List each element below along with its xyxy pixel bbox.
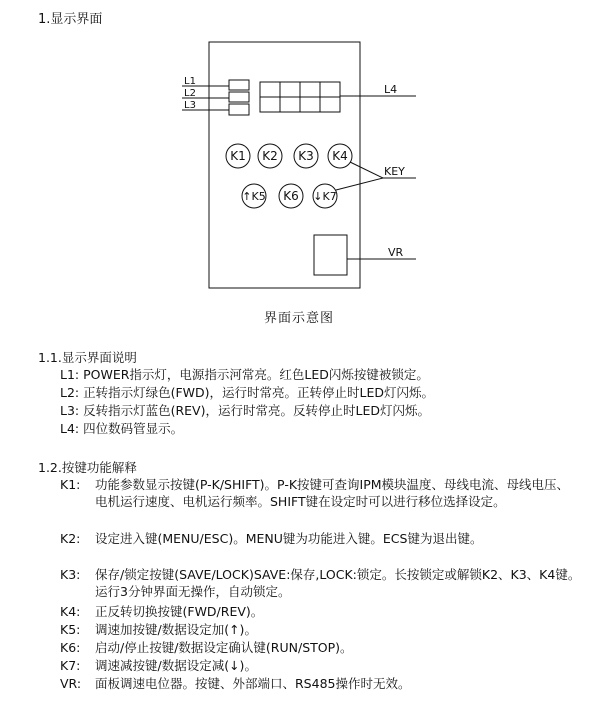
- key-k1-label: K1: [230, 149, 246, 163]
- key-k4-label: K4: [332, 149, 348, 163]
- section-heading-display: 1.显示界面: [38, 12, 103, 27]
- key-desc-label-k7: K7:: [60, 658, 81, 673]
- digit-1-top: [260, 82, 280, 97]
- digit-3-top: [300, 82, 320, 97]
- key-desc-text-k7: 调速减按键/数据设定减(↓)。: [95, 658, 257, 673]
- key-desc-label-k4: K4:: [60, 604, 81, 619]
- key-k2-label: K2: [262, 149, 278, 163]
- digit-1-bottom: [260, 97, 280, 112]
- led-l3: [229, 104, 249, 115]
- digit-4-bottom: [320, 97, 340, 112]
- panel-diagram: [0, 0, 598, 300]
- key-desc-text-k4: 正反转切换按键(FWD/REV)。: [95, 604, 264, 619]
- led-l2: [229, 92, 249, 102]
- diagram-caption: 界面示意图: [263, 311, 334, 326]
- label-l1: L1: [184, 76, 196, 87]
- label-l4: L4: [384, 83, 398, 96]
- label-vr: VR: [388, 246, 404, 259]
- led-l1: [229, 80, 249, 90]
- digit-4-top: [320, 82, 340, 97]
- desc-line-l4: L4: 四位数码管显示。: [60, 421, 184, 436]
- digit-2-top: [280, 82, 300, 97]
- label-key: KEY: [384, 165, 405, 178]
- key-desc-label-k1: K1:: [60, 477, 81, 492]
- label-l2: L2: [184, 88, 196, 99]
- key-k7-label: ↓K7: [313, 190, 337, 203]
- digit-2-bottom: [280, 97, 300, 112]
- key-k6-label: K6: [283, 189, 299, 203]
- key-desc-label-vr: VR:: [60, 676, 82, 691]
- key-desc-label-k3: K3:: [60, 567, 81, 582]
- section-title-keys: 1.2.按键功能解释: [38, 460, 137, 475]
- key-k3-label: K3: [298, 149, 314, 163]
- desc-line-l1: L1: POWER指示灯，电源指示河常亮。红色LED闪烁按键被锁定。: [60, 367, 429, 382]
- vr-potentiometer: [314, 235, 347, 275]
- key-desc-text-k2: 设定进入键(MENU/ESC)。MENU键为功能进入键。ECS键为退出键。: [95, 531, 483, 546]
- desc-line-l3: L3: 反转指示灯蓝色(REV)，运行时常亮。反转停止时LED灯闪烁。: [60, 403, 430, 418]
- panel-outline: [209, 42, 360, 288]
- key-k5-label: ↑K5: [242, 190, 266, 203]
- key-desc-text-k3: 保存/锁定按键(SAVE/LOCK)SAVE:保存,LOCK:锁定。长按锁定或解锁K2、K3、K4键。运行3分钟界面无操作，自动锁定。: [95, 567, 581, 599]
- key-desc-text-k6: 启动/停止按键/数据设定确认键(RUN/STOP)。: [95, 640, 353, 655]
- key-desc-text-vr: 面板调速电位器。按键、外部端口、RS485操作时无效。: [95, 676, 411, 691]
- key-desc-label-k2: K2:: [60, 531, 81, 546]
- key-desc-label-k6: K6:: [60, 640, 81, 655]
- key-desc-text-k5: 调速加按键/数据设定加(↑)。: [95, 622, 257, 637]
- key-desc-label-k5: K5:: [60, 622, 81, 637]
- digit-3-bottom: [300, 97, 320, 112]
- section-title-display-desc: 1.1.显示界面说明: [38, 350, 137, 365]
- label-l3: L3: [184, 100, 196, 111]
- key-desc-text-k1: 功能参数显示按键(P-K/SHIFT)。P-K按键可查询IPM模块温度、母线电流、母线电压、电机运行速度、电机运行频率。SHIFT键在设定时可以进行移位选择设定。: [95, 477, 570, 509]
- desc-line-l2: L2: 正转指示灯绿色(FWD)，运行时常亮。正转停止时LED灯闪烁。: [60, 385, 435, 400]
